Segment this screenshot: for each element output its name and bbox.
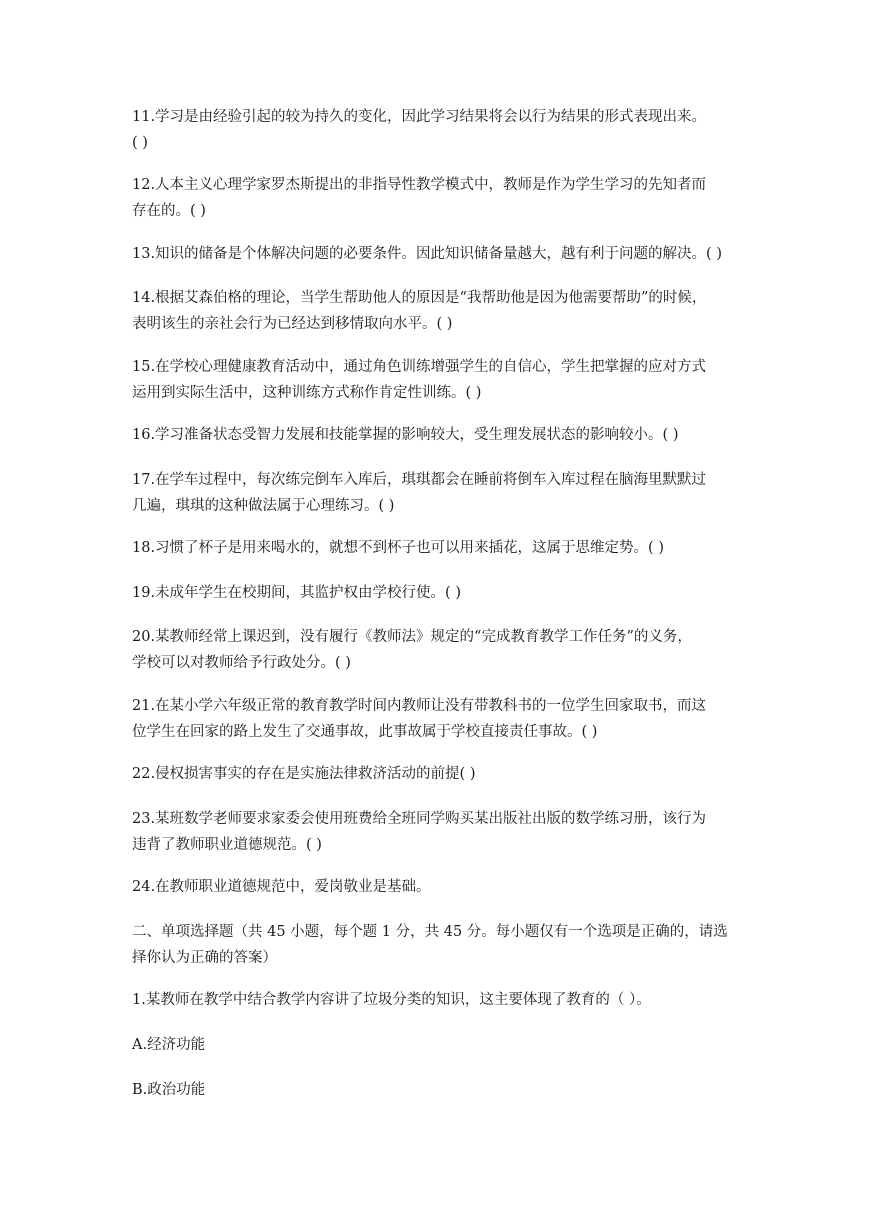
text-line: 二、单项选择题（共 45 小题，每个题 1 分，共 45 分。每小题仅有一个选项是正确的，请选: [132, 924, 728, 940]
text-line: 13.知识的储备是个体解决问题的必要条件。因此知识储备量越大，越有利于问题的解决。( ): [132, 246, 722, 262]
text-line: 几遍，琪琪的这种做法属于心理练习。( ): [132, 498, 395, 514]
text-line: 16.学习准备状态受智力发展和技能掌握的影响较大，受生理发展状态的影响较小。( ): [132, 427, 679, 443]
question-11: [132, 104, 740, 156]
text-line: 15.在学校心理健康教育活动中，通过角色训练增强学生的自信心，学生把掌握的应对方式: [132, 359, 707, 375]
text-line: 22.侵权损害事实的存在是实施法律救济活动的前提( ): [132, 766, 476, 782]
choice-question-1: [132, 987, 740, 1013]
text-line: 存在的。( ): [132, 203, 206, 219]
question-21: [132, 693, 740, 745]
question-16: [132, 422, 740, 448]
option-a: [132, 1032, 740, 1058]
question-12: [132, 172, 740, 224]
text-line: 11.学习是由经验引起的较为持久的变化，因此学习结果将会以行为结果的形式表现出来。: [132, 109, 707, 125]
text-line: 23.某班数学老师要求家委会使用班费给全班同学购买某出版社出版的数学练习册，该行为: [132, 811, 707, 827]
text-line: 运用到实际生活中，这种训练方式称作肯定性训练。( ): [132, 385, 482, 401]
text-line: A.经济功能: [132, 1037, 206, 1053]
question-18: [132, 535, 740, 561]
text-line: 24.在教师职业道德规范中，爱岗敬业是基础。: [132, 879, 431, 895]
text-line: 位学生在回家的路上发生了交通事故，此事故属于学校直接责任事故。( ): [132, 724, 598, 740]
text-line: 19.未成年学生在校期间，其监护权由学校行使。( ): [132, 585, 461, 601]
text-line: 违背了教师职业道德规范。( ): [132, 837, 322, 853]
text-line: 18.习惯了杯子是用来喝水的，就想不到杯子也可以用来插花，这属于思维定势。( ): [132, 540, 664, 556]
question-17: [132, 467, 740, 519]
question-13: [132, 241, 740, 267]
question-14: [132, 285, 740, 337]
question-20: [132, 624, 740, 676]
question-22: [132, 761, 740, 787]
question-23: [132, 806, 740, 858]
text-line: 17.在学车过程中，每次练完倒车入库后，琪琪都会在睡前将倒车入库过程在脑海里默默过: [132, 472, 707, 488]
text-line: 表明该生的亲社会行为已经达到移情取向水平。( ): [132, 316, 453, 332]
text-line: 择你认为正确的答案）: [132, 950, 277, 966]
question-15: [132, 354, 740, 406]
text-line: 20.某教师经常上课迟到，没有履行《教师法》规定的“完成教育教学工作任务”的义务，: [132, 629, 692, 645]
text-line: 14.根据艾森伯格的理论，当学生帮助他人的原因是“我帮助他是因为他需要帮助”的时候，: [132, 290, 707, 306]
text-line: 21.在某小学六年级正常的教育教学时间内教师让没有带教科书的一位学生回家取书，而这: [132, 698, 707, 714]
text-line: 1.某教师在教学中结合教学内容讲了垃圾分类的知识，这主要体现了教育的（ ）。: [132, 992, 651, 1008]
option-b: [132, 1077, 740, 1103]
text-line: ( ): [132, 135, 148, 151]
section-heading-single-choice: [132, 919, 740, 971]
text-line: 学校可以对教师给予行政处分。( ): [132, 655, 351, 671]
question-19: [132, 580, 740, 606]
question-24: [132, 874, 740, 900]
text-line: B.政治功能: [132, 1082, 206, 1098]
text-line: 12.人本主义心理学家罗杰斯提出的非指导性教学模式中，教师是作为学生学习的先知者而: [132, 177, 707, 193]
